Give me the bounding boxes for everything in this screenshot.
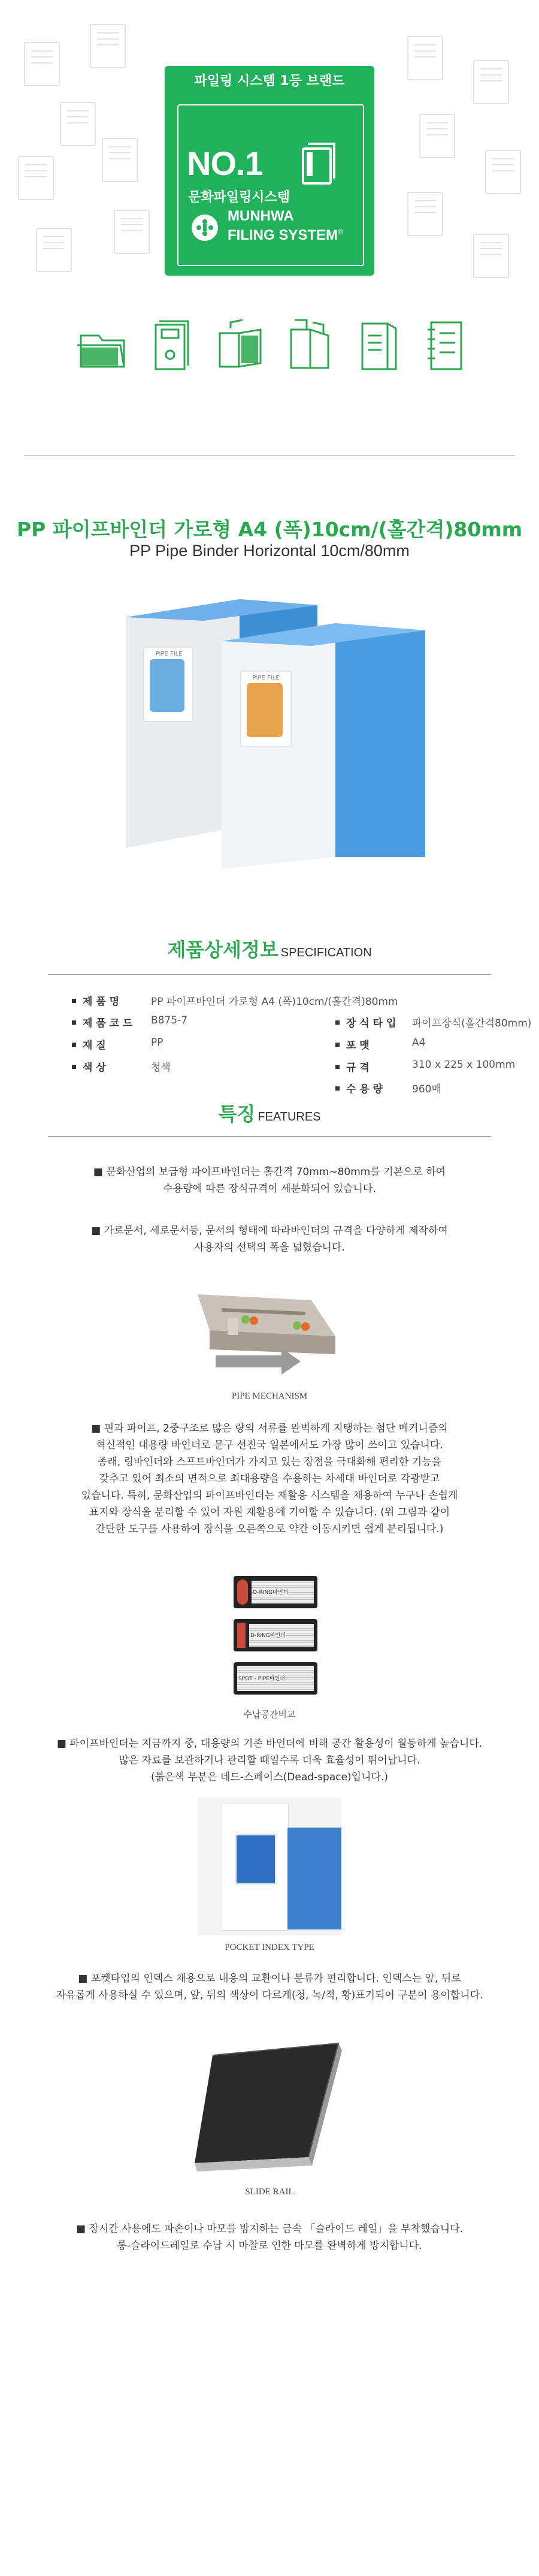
feature-paragraph: ■ 핀과 파이프, 2중구조로 많은 량의 서류를 완벽하게 지탱하는 첨단 메커니즘의 혁신적인 대용량 바인더로 문구 선진국 일본에서도 가장 많이 쓰이고 있습니다. 종래, 링바인더와 스프트바인더가 가지고 있는 장점을 극대화해 편리한 기능을 갖추고 있어 최소의 면적으로 최대용량을 수용하는 차세대 바인더로 각광받고 있습니다. 특히, 문화산업의 파이프바인더는 재활용 시스템을 채용하여 누구나 손쉽게 표지와 장식을 분리할 수 있어 자원 재활용에 기여할 수 있습니다. (위 그림과 같이 간단한 도구를 사용하여 장식을 오른쪽으로 약간 이동시키면 쉽게 분리됩니다.) (81, 1423, 458, 1535)
bullet-square (72, 1020, 76, 1025)
bullet-square (335, 1020, 340, 1025)
spec-label: 규 격 (346, 1062, 370, 1074)
lever-arch-file-icon (138, 312, 204, 378)
ghost-file-icon (18, 156, 54, 200)
box-file-icon (344, 312, 410, 378)
ring-binder-icon (207, 312, 272, 378)
product-title-ko: PP 파이프바인더 가로형 A4 (폭)10cm/(홀간격)80mm (16, 518, 523, 541)
o-ring-label: O-RING바인더 (253, 1588, 288, 1596)
badge-no1: NO.1 (187, 144, 263, 182)
spec-label: 제 품 명 (83, 996, 120, 1008)
ghost-file-icon (407, 192, 443, 236)
ghost-file-icon (60, 102, 96, 146)
spec-value: 960매 (412, 1083, 441, 1095)
spec-value: A4 (412, 1037, 426, 1049)
ghost-file-icon (419, 114, 455, 158)
bullet-square (335, 1043, 340, 1047)
spec-value: 파이프장식(홀간격80mm) (412, 1017, 532, 1029)
spec-heading-ko: 제품상세정보 (167, 938, 278, 961)
bullet-square (335, 1065, 340, 1069)
bullet-square (72, 1065, 76, 1069)
index-pocket (235, 1834, 277, 1885)
feature-paragraph: ■ 장시간 사용에도 파손이나 마모를 방지하는 금속 「슬라이드 레일」을 부착했습니다. 롱-슬라이드레일로 수납 시 마찰로 인한 마모를 완벽하게 방지합니다. (75, 2223, 464, 2252)
ghost-file-icon (102, 138, 138, 182)
ghost-file-icon (90, 24, 126, 68)
pipe-mechanism-caption: PIPE MECHANISM (231, 1391, 308, 1401)
storage-comparison-image (234, 1576, 317, 1702)
ghost-file-icon (24, 42, 60, 86)
clear-folder-icon (69, 312, 135, 378)
badge-brand-line2 (228, 224, 343, 243)
feature-paragraph: ■ 파이프바인더는 지금까지 중, 대용량의 기존 바인더에 비해 공간 활용성이 월등하게 높습니다. 많은 자료를 보관하거나 관리할 때일수록 더욱 효율성이 뛰어납니다. (붉은색 부분은 데드-스페이스(Dead-space)입니다.) (56, 1738, 483, 1783)
badge-brand-line2-text: FILING SYSTEM (228, 227, 338, 243)
spec-heading-en: SPECIFICATION (280, 946, 372, 959)
registered-mark: ® (338, 228, 343, 236)
spec-value: 청색 (151, 1062, 171, 1074)
features-heading-ko: 특징 (218, 1103, 256, 1125)
document-holder-icon (275, 312, 341, 378)
storage-comparison-caption: 수납공간비교 (243, 1710, 296, 1720)
badge-tagline: 파일링 시스템 1등 브랜드 (194, 74, 345, 89)
product-title-en: PP Pipe Binder Horizontal 10cm/80mm (129, 542, 410, 560)
pocket-index-caption: POCKET INDEX TYPE (225, 1943, 314, 1952)
features-divider (48, 1136, 491, 1137)
spec-value: 310 x 225 x 100mm (412, 1059, 516, 1071)
spec-label: 수 용 량 (346, 1083, 383, 1095)
spec-label: 제 품 코 드 (83, 1017, 133, 1029)
slide-rail-image (189, 2037, 350, 2175)
munhwa-logo-icon (190, 213, 219, 242)
spec-label: 포 맷 (346, 1040, 370, 1052)
spec-label: 재 질 (83, 1040, 106, 1052)
pipe-mechanism-image (192, 1282, 347, 1384)
feature-paragraph: ■ 포켓타입의 인덱스 채용으로 내용의 교환이나 분류가 편리합니다. 인덱스는 앞, 뒤로 자유롭게 사용하실 수 있으며, 앞, 뒤의 색상이 다르게(청, 녹/적, 황)표기되어 구분이 용이합니다. (56, 1973, 483, 2001)
bullet-square (72, 1043, 76, 1047)
bullet-square (335, 1086, 340, 1091)
ghost-file-icon (473, 60, 509, 104)
bullet-square (72, 999, 76, 1003)
spec-value: B875-7 (151, 1014, 188, 1026)
badge-brand-en (228, 209, 343, 243)
spec-label: 색 상 (83, 1062, 106, 1074)
ghost-file-icon (36, 228, 72, 272)
pocket-index-image (198, 1798, 341, 1935)
section-divider (24, 455, 515, 456)
binder-cover (287, 1828, 341, 1929)
clip-file-icon (413, 312, 479, 378)
feature-paragraph: ■ 가로문서, 세로문서등, 문서의 형태에 따라바인더의 규격을 다양하게 제작하여 사용자의 선택의 폭을 넓혔습니다. (91, 1225, 448, 1254)
brand-hero (0, 0, 539, 503)
spine-label: PIPE FILE (155, 651, 183, 657)
ghost-file-icon (473, 234, 509, 278)
ghost-file-icon (407, 36, 443, 80)
features-heading (0, 1099, 539, 1127)
pipe-binder-label: SPOT - PIPE바인더 (238, 1674, 285, 1682)
slide-rail-caption: SLIDE RAIL (245, 2187, 294, 2197)
ghost-file-icon (114, 210, 150, 254)
feature-paragraph: ■ 문화산업의 보급형 파이프바인더는 홀간격 70mm~80mm를 기본으로 하여 수용량에 따른 장식규격이 세분화되어 있습니다. (93, 1166, 446, 1195)
product-binders-image (102, 575, 437, 869)
spec-value: PP (151, 1037, 163, 1049)
badge-company-ko: 문화파일링시스템 (188, 190, 290, 205)
ghost-file-icon (485, 150, 521, 194)
spec-label: 장 식 타 입 (346, 1017, 396, 1029)
d-ring-label: D-RING바인더 (250, 1631, 286, 1639)
badge-brand-line1: MUNHWA (228, 208, 294, 224)
spec-value: PP 파이프바인더 가로형 A4 (폭)10cm/(홀간격)80mm (151, 996, 398, 1008)
dead-space-mark (237, 1580, 248, 1605)
spec-heading (0, 935, 539, 962)
features-heading-en: FEATURES (258, 1110, 321, 1124)
dead-space-mark (237, 1623, 246, 1648)
spec-divider (48, 974, 491, 975)
spine-label: PIPE FILE (252, 675, 280, 681)
binder-illustration-icon (298, 140, 340, 188)
